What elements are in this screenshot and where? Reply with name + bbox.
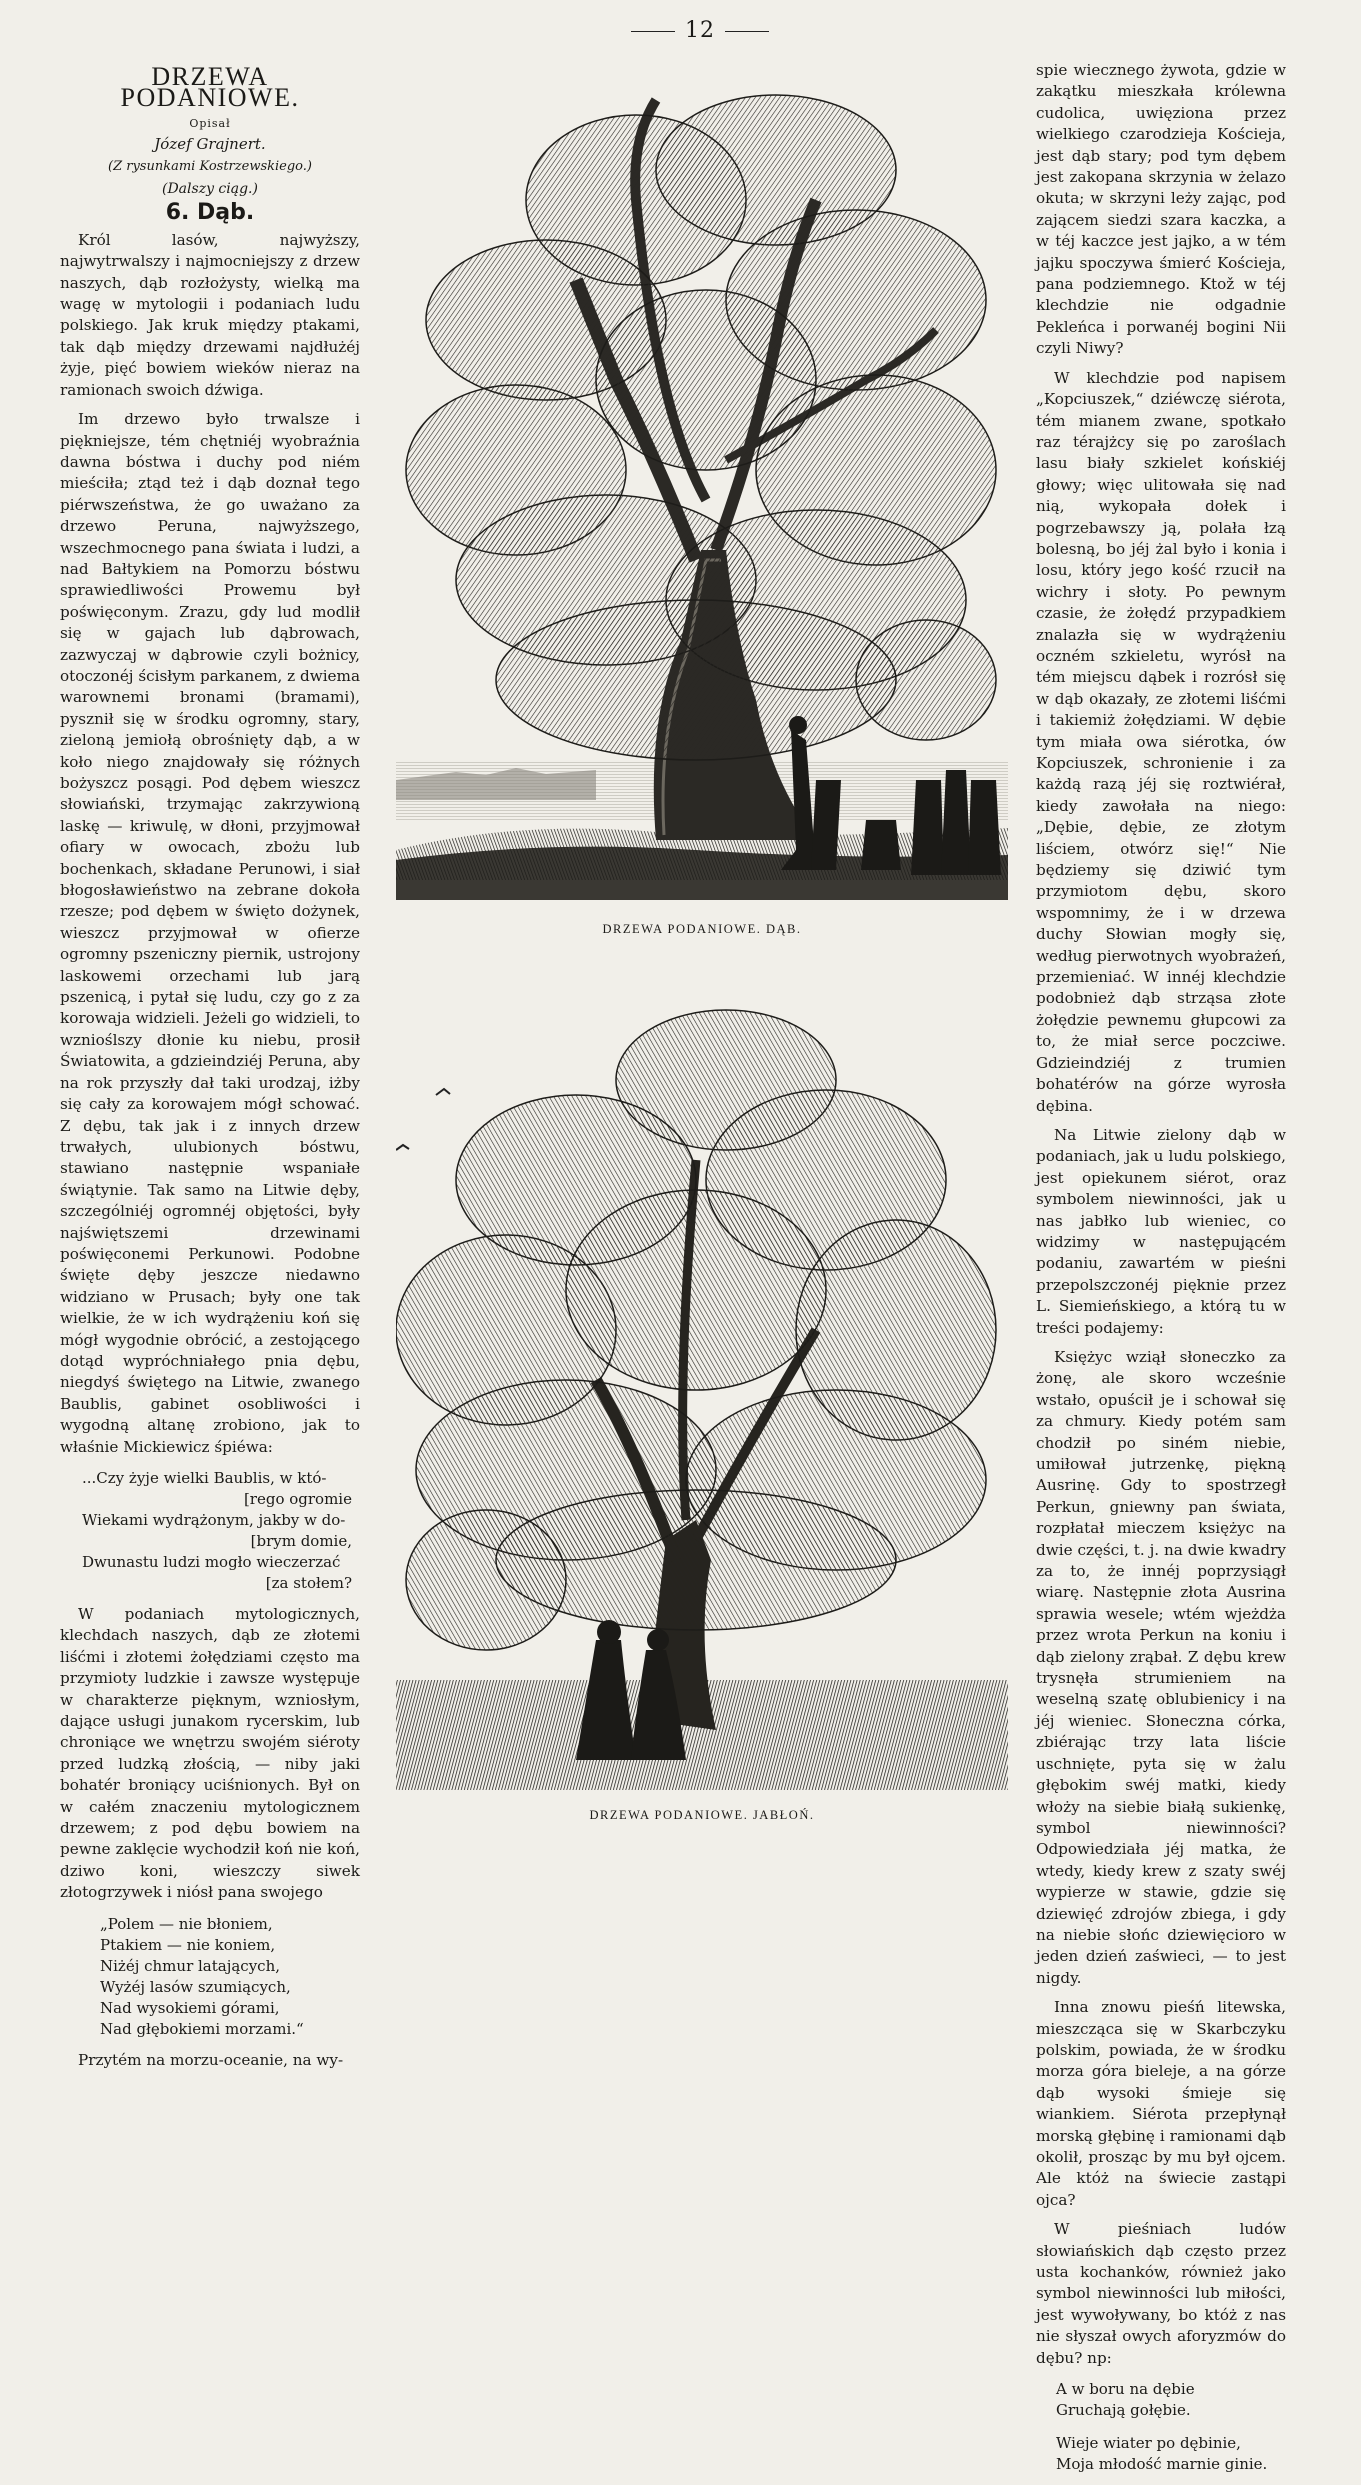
paragraph: W podaniach mytologicznych, klechdach naszych, dąb ze złotemi liśćmi i złotemi żołędziami często ma przymioty ludzkie i zawsze występuje w charakterze pięknym, wzniosłym, dające usługi junakom rycerskim, lub chroniące we wnętrzu swojém siéroty przed ludzką złością, — niby jaki bohatér broniący uciśnionych. Był on w całém znaczeniu mytologicznem drzewem; z pod dębu bowiem na pewne zaklęcie wychodził koń nie koń, dziwo koni, wieszczy siwek złotogrzywek i niósł pana swojego [60, 1605, 360, 1902]
paragraph: W pieśniach ludów słowiańskich dąb często przez usta kochanków, również jako symbol niewinności lub miłości, jest wywoływany, bo któż z nas nie słyszał owych aforyzmów do dębu? np: [1036, 2220, 1286, 2367]
continued-note: (Dalszy ciąg.) [162, 181, 258, 198]
left-column [60, 60, 360, 2071]
verse-baublis [82, 1468, 360, 1594]
paragraph: spie wiecznego żywota, gdzie w zakątku mieszkała królewna cudolica, uwięziona przez wielkiego czarodzieja Kościeja, jest dąb stary; pod tym dębem jest zakopana skrzynia w żelazo okuta; w skrzyni leży zając, pod zającem siedzi szara kaczka, a w téj kaczce jest jajko, a w tém jajku spoczywa śmierć Kościeja, pana podziemnego. Ktož w téj klechdzie nie odgadnie Pekleńca i porwanéj bogini Nii czyli Niwy? [1036, 61, 1286, 358]
section-heading: 6. Dąb. [165, 200, 255, 226]
verse-line: Gruchają gołębie. [1056, 2401, 1191, 2420]
oak-engraving [396, 80, 1008, 900]
verse-dab [1056, 2379, 1286, 2475]
byline-label: Opisał [189, 116, 231, 130]
illustrations-note: (Z rysunkami Kostrzewskiego.) [108, 158, 312, 174]
apple-tree-illustration [396, 1000, 1008, 1790]
paragraph: Król lasów, najwyższy, najwytrwalszy i najmocniejszy z drzew naszych, dąb rozłożysty, wielką ma wagę w mytologii i podaniach ludu polskiego. Jak kruk między ptakami, tak dąb między drzewami najdłużéj żyje, pięć bowiem wieków nieraz na ramionach swoich dźwiga. [60, 230, 360, 399]
verse-line: Nad głębokiemi morzami.“ [100, 2019, 304, 2038]
verse-line: Niżéj chmur latających, [100, 1956, 281, 1975]
author-name: Józef Grajnert. [154, 135, 266, 154]
verse-line: A w boru na dębie [1056, 2380, 1195, 2399]
right-column [1036, 60, 1286, 2485]
verse-line: ...Czy żyje wielki Baublis, w któ- [82, 1469, 327, 1487]
verse-line: Dwunastu ludzi mogło wieczerzać [82, 1553, 341, 1571]
verse-line: Wieje wiater po dębinie, [1056, 2434, 1241, 2453]
verse-line: „Polem — nie błoniem, [100, 1914, 273, 1933]
verse-line: Moja młodość marnie ginie. [1056, 2455, 1268, 2474]
verse-gap [1056, 2421, 1286, 2433]
paragraph: Inna znowu pieśń litewska, mieszcząca się w Skarbczyku polskim, powiada, że w środku morza góra bieleje, a na górze dąb wysoki śmieje się wiankiem. Siérota przepłynął morską głębinę i ramionami dąb okolił, prosząc by mu był ojcem. Ale któż na świecie zastąpi ojca? [1036, 1998, 1286, 2209]
verse-line: Nad wysokiemi górami, [100, 1998, 280, 2017]
verse-line: [rego ogromie [243, 1490, 352, 1508]
apple-tree-caption: DRZEWA PODANIOWE. JABŁOŃ. [589, 1808, 815, 1822]
paragraph: W klechdzie pod napisem „Kopciuszek,“ dziéwczę siérota, tém mianem zwane, spotkało raz térajżcy się po zaroślach lasu biały szkielet końskiéj głowy; więc ulitowała się nad nią, wykopała dołek i pogrzebawszy ją, polała łzą bolesną, bo jéj żal było i konia i losu, który jego kość rzucił na wichry i słoty. Po pewnym czasie, że żołędź przypadkiem znalazła się w wydrążeniu oczném szkieletu, wyrósł na tém miejscu dąbek i rozrósł się w dąb okazały, ze złotemi liśćmi i takiemiż żołędziami. W dębie tym miała owa siérotka, ów Kopciuszek, schronienie i za każdą razą jéj się roztwiérał, kiedy zawołała na niego: „Dębie, dębie, ze złotym liściem, otwórz się!“ Nie będziemy się dziwić tym przymiotom dębu, skoro wspomnimy, że i w drzewa duchy Słowian mogły się, według pierwotnych wyobrażeń, przemieniać. W innéj klechdzie podobnież dąb strząsa złote żołędzie pewnemu głupcowi za to, że miał serce poczciwe. Gdzieindziéj z trumien bohatérów na górze wyrosła dębina. [1036, 368, 1286, 1115]
oak-illustration [396, 80, 1008, 900]
article-title: DRZEWA PODANIOWE. [120, 62, 300, 113]
verse-line: Wyżéj lasów szumiących, [100, 1977, 291, 1996]
oak-caption: DRZEWA PODANIOWE. DĄB. [602, 922, 802, 936]
paragraph: Przytém na morzu-oceanie, na wy- [78, 2050, 344, 2069]
verse-line: [za stołem? [265, 1574, 352, 1592]
verse-polem [100, 1914, 360, 2040]
paragraph: Księżyc wziął słoneczko za żonę, ale skoro wcześnie wstało, opuścił je i schował się za chmury. Kiedy potém sam chodził po siném niebie, umiłował jutrzenkę, piękną Ausrinę. Gdy to spostrzegł Perkun, gniewny pan świata, rozpłatał mieczem księżyc na dwie części, t. j. na dwie kwadry za to, że innéj poprzysiągł wiarę. Następnie złota Ausrina sprawia wesele; wtém wjeżdża przez wrota Perkun na koniu i dąb zielony zrąbał. Z dębu krew trysnęła strumieniem na weselną szatę oblubienicy i na jéj wieniec. Słoneczna córka, zbiérając trzy lata liście uschnięte, pyta się w żalu głębokim swéj matki, kiedy włoży na siebie białą sukienkę, symbol niewinności? Odpowiedziała jéj matka, że wtedy, kiedy krew z szaty swéj wypierze w stawie, gdzie się dziewięć zdrojów zbiega, i gdy na niebie słońc dziewięcioro w jeden dzień zaświeci, — to jest nigdy. [1036, 1347, 1286, 1987]
verse-line: [brym domie, [250, 1532, 352, 1550]
paragraph: Im drzewo było trwalsze i piękniejsze, tém chętniéj wyobraźnia dawna bóstwa i duchy pod niém mieściła; ztąd też i dąb doznał tego piérwszeństwa, że go uważano za drzewo Peruna, najwyższego, wszechmocnego pana świata i ludzi, a nad Bałtykiem na Pomorzu bóstwu sprawiedliwości Prowemu był poświęconym. Zrazu, gdy lud modlił się w gajach lub dąbrowach, zazwyczaj w dąbrowie czyli bożnicy, otoczonéj ścisłym parkanem, z dwiema warownemi bronami (bramami), pysznił się w środku ogromny, stary, zieloną jemiołą obrośnięty dąb, a w koło niego znajdowały się różnych bożyszcz posągi. Pod dębem wieszcz słowiański, trzymając zakrzywioną laskę — kriwulę, w dłoni, przyjmował ofiary w owocach, zbożu lub bochenkach, składane Perunowi, i siał błogosławieństwo na zebrane dokoła rzesze; pod dębem w święto dożynek, wieszcz przyjmował w ofierze ogromny pszeniczny piernik, ustrojony laskowemi orzechami lub jarą pszenicą, i pytał się ludu, czy go z za korowaja widzieli. Jeżeli go widzieli, to wznioślszy dłonie ku niebu, prosił Światowita, a gdzieindziéj Peruna, aby na rok przyszły dał taki urodzaj, iżby się cały za korowajem mógł schować. Z dębu, tak jak i z innych drzew trwałych, ulubionych bóstwu, stawiano następnie wspaniałe świątynie. Tak samo na Litwie dęby, szczególniéj ogromnéj objętości, były najświętszemi drzewinami poświęconemi Perkunowi. Podobne święte dęby jeszcze niedawno widziano w Prusach; były one tak wielkie, że w ich wydrążeniu koń się mógł wygodnie obrócić, a zestojącego dotąd wypróchniałego pnia dębu, niegdyś świętego na Litwie, zwanego Baublis, gabinet osobliwości i wygodną altanę zrobiono, jak to właśnie Mickiewicz śpiéwa: [60, 410, 361, 1456]
apple-tree-engraving [396, 1000, 1008, 1790]
page-number: 12 [610, 18, 790, 43]
verse-line: Wiekami wydrążonym, jakby w do- [82, 1511, 346, 1529]
verse-line: Ptakiem — nie koniem, [100, 1935, 276, 1954]
paragraph: Na Litwie zielony dąb w podaniach, jak u ludu polskiego, jest opiekunem siérot, oraz symbolem niewinności, jak u nas jabłko lub wieniec, co widzimy w następującém podaniu, zawartém w pieśni przepolszczonéj pięknie przez L. Siemieńskiego, a którą tu w treści podajemy: [1036, 1125, 1286, 1337]
